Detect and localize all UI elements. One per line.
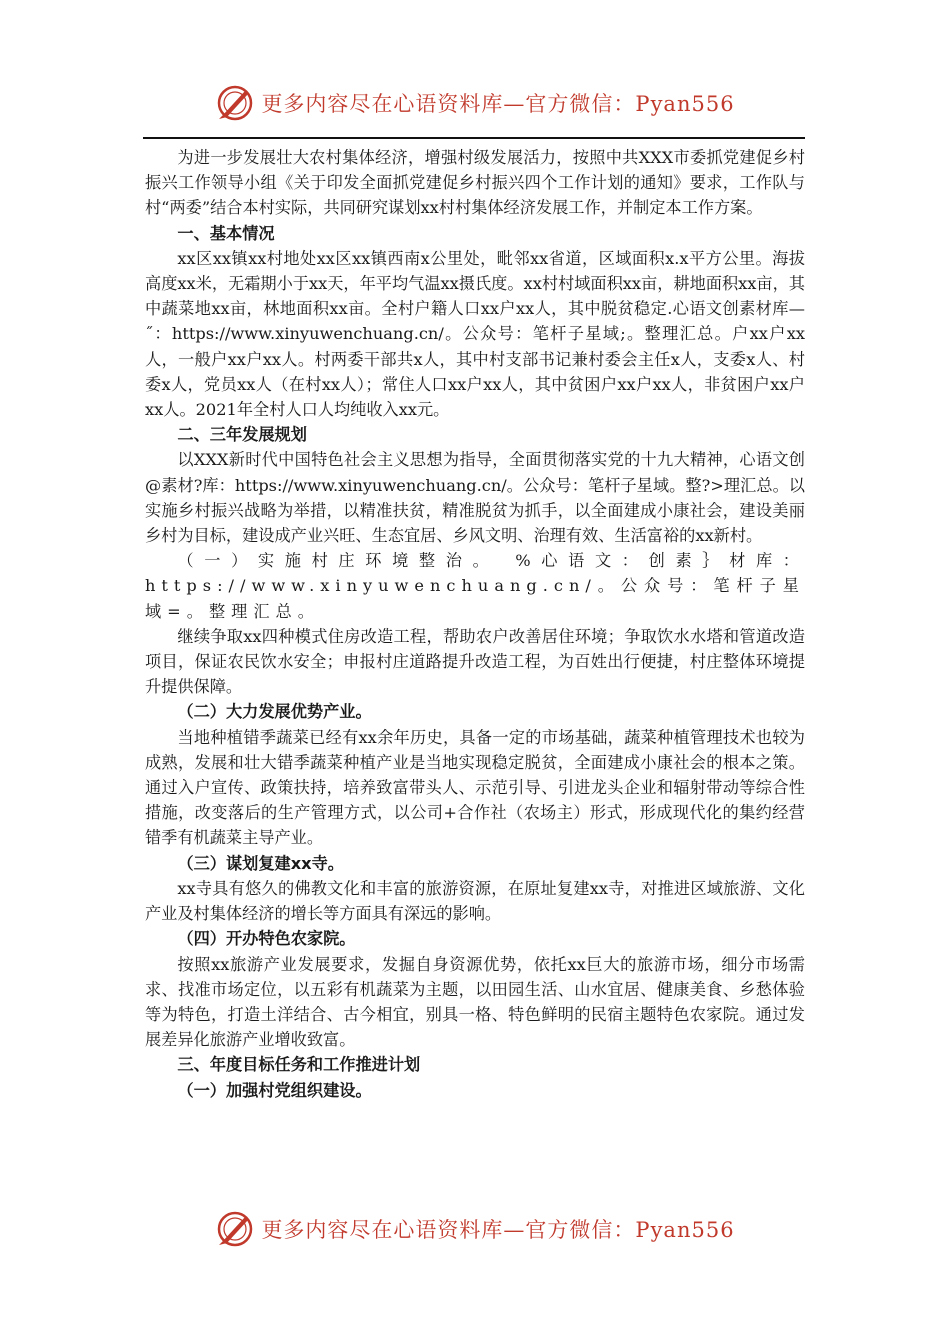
section-heading: （三）谋划复建xx寺。 xyxy=(177,853,344,873)
section-heading: （二）大力发展优势产业。 xyxy=(177,702,372,722)
body-paragraph: 为进一步发展壮大农村集体经济，增强村级发展活力，按照中共XXX市委抓党建促乡村振兴工作领导小组《关于印发全面抓党建促乡村振兴四个工作计划的通知》要求，工作队与村“两委”结合本村实际，共同研究谋划xx村村集体经济发展工作，并制定本工作方案。 xyxy=(145,148,805,218)
section-heading: 三、年度目标任务和工作推进计划 xyxy=(177,1055,421,1075)
header-banner xyxy=(0,80,950,126)
pen-logo-icon xyxy=(215,1209,255,1249)
pen-logo-icon xyxy=(215,83,255,123)
section-heading: 二、三年发展规划 xyxy=(177,425,307,445)
header-divider xyxy=(143,137,805,139)
body-paragraph: （一）实施村庄环境整治。 %心语文：创素｝材库：https://www.xinyuwenchuang.cn/。公众号：笔杆子星域=。整理汇总。 xyxy=(145,551,805,621)
body-paragraph: xx区xx镇xx村地处xx区xx镇西南x公里处，毗邻xx省道，区域面积x.x平方公里。海拔高度xx米，无霜期小于xx天，年平均气温xx摄氏度。xx村村域面积xx亩，耕地面积xx亩，其中蔬菜地xx亩，林地面积xx亩。全村户籍人口xx户xx人，其中脱贫稳定.心语文创素材库—˝：https://www.xinyuwenchuang.cn/。公众号：笔杆子星域;。整理汇总。户xx户xx人，一般户xx户xx人。村两委干部共x人，其中村支部书记兼村委会主任x人，支委x人、村委x人，党员xx人（在村xx人）；常住人口xx户xx人，其中贫困户xx户xx人，非贫困户xx户xx人。2021年全村人口人均纯收入xx元。 xyxy=(145,248,805,420)
body-paragraph: 继续争取xx四种模式住房改造工程，帮助农户改善居住环境；争取饮水水塔和管道改造项目，保证农民饮水安全；申报村庄道路提升改造工程，为百姓出行便捷，村庄整体环境提升提供保障。 xyxy=(145,626,805,697)
footer-banner xyxy=(0,1206,950,1252)
banner-text: 更多内容尽在心语资料库—官方微信：Pyan556 xyxy=(261,1218,735,1242)
section-heading: 一、基本情况 xyxy=(177,223,275,243)
section-heading: （一）加强村党组织建设。 xyxy=(177,1080,372,1100)
section-heading: （四）开办特色农家院。 xyxy=(177,929,356,949)
body-paragraph: 当地种植错季蔬菜已经有xx余年历史，具备一定的市场基础，蔬菜种植管理技术也较为成熟，发展和壮大错季蔬菜种植产业是当地实现稳定脱贫，全面建成小康社会的根本之策。通过入户宣传、政策扶持，培养致富带头人、示范引导、引进龙头企业和辐射带动等综合性措施，改变落后的生产管理方式，以公司+合作社（农场主）形式，形成现代化的集约经营错季有机蔬菜主导产业。 xyxy=(145,727,805,848)
banner-text: 更多内容尽在心语资料库—官方微信：Pyan556 xyxy=(261,92,735,116)
body-paragraph: 以XXX新时代中国特色社会主义思想为指导，全面贯彻落实党的十九大精神，心语文创@素材?库：https://www.xinyuwenchuang.cn/。公众号：笔杆子星域。整?>理汇总。以实施乡村振兴战略为举措，以精准扶贫，精准脱贫为抓手，以全面建成小康社会，建设美丽乡村为目标，建设成产业兴旺、生态宜居、乡风文明、治理有效、生活富裕的xx新村。 xyxy=(145,450,805,546)
document-body xyxy=(145,145,805,1103)
body-paragraph: xx寺具有悠久的佛教文化和丰富的旅游资源，在原址复建xx寺，对推进区域旅游、文化产业及村集体经济的增长等方面具有深远的影响。 xyxy=(145,878,805,924)
body-paragraph: 按照xx旅游产业发展要求，发掘自身资源优势，依托xx巨大的旅游市场，细分市场需求、找准市场定位，以五彩有机蔬菜为主题，以田园生活、山水宜居、健康美食、乡愁体验等为特色，打造土洋结合、古今相宜，别具一格、特色鲜明的民宿主题特色农家院。通过发展差异化旅游产业增收致富。 xyxy=(145,954,805,1050)
